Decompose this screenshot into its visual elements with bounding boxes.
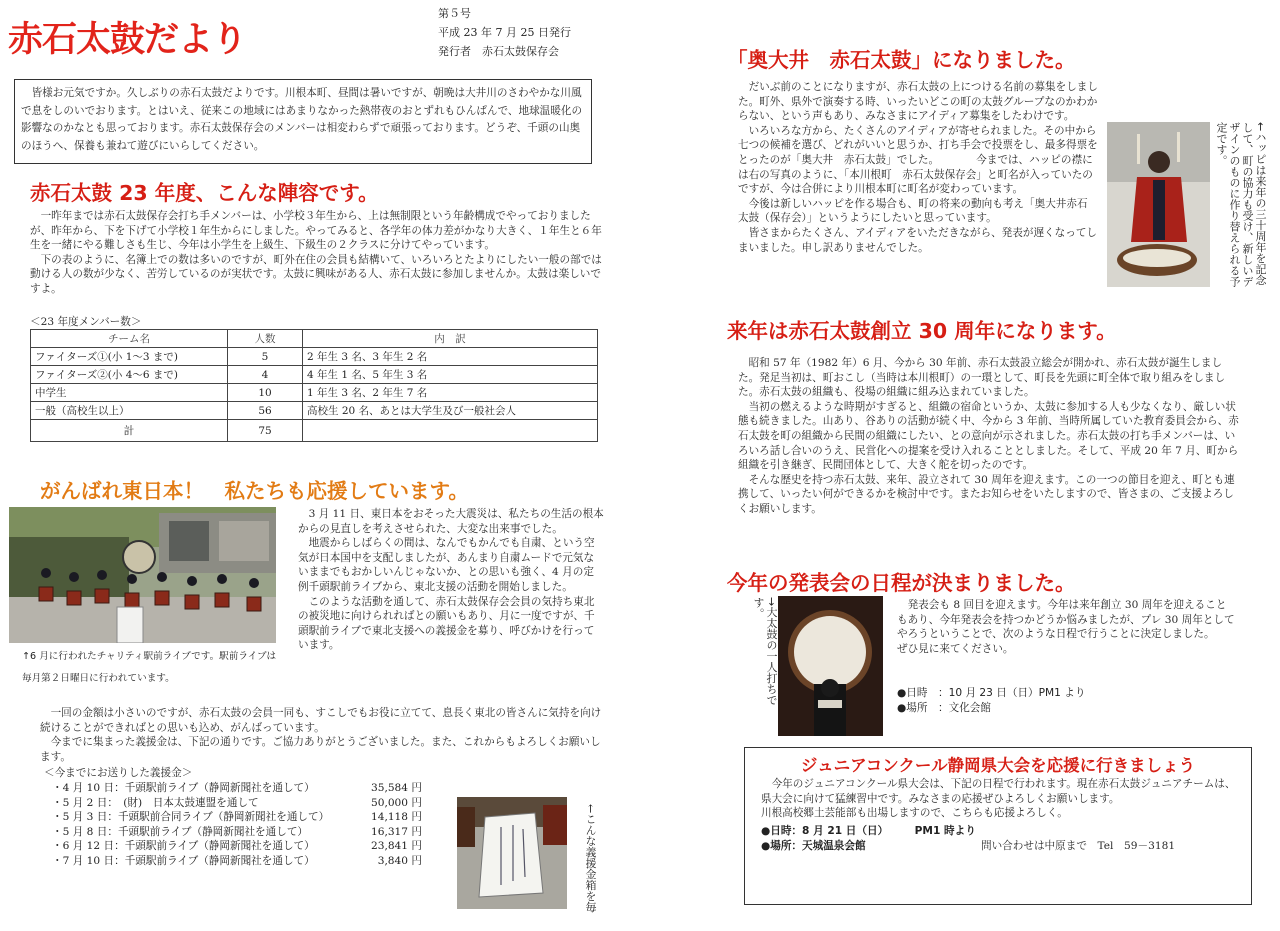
members-heading: 赤石太鼓 23 年度、こんな陣容です。 — [30, 181, 379, 205]
junior-body: 今年のジュニアコンクール県大会は、下記の日程で行われます。現在赤石太鼓ジュニアチームは、県大会に向けて猛練習中です。みなさまの応援ぜひよろしくお願いします。 川根高校郷土芸能部も出場しますので、こちらも応援よろしく。 — [761, 778, 1236, 820]
total-count: 75 — [228, 420, 303, 442]
total-label: 計 — [31, 420, 228, 442]
issue-info — [438, 4, 571, 61]
team-cell: ファイターズ①(小 1～3 まで) — [31, 348, 228, 366]
donation-amount: 3,840 円 — [377, 854, 422, 867]
concert-heading: 今年の発表会の日程が決まりました。 — [727, 571, 1076, 595]
support-body: 3 月 11 日、東日本をおそった大震災は、私たちの生活の根本からの見直しを考えさせられた、大変な出来事でした。 地震からしばらくの間は、なんでもかんでも自粛、という空気が日本国中を支配しましたが、あんまり自粛ムードで元気ないままでもおかしいんじゃないか、との思いも強く、4 月の定例千頭駅前ライブから、東北支援の活動を開始しました。 このような活動を通して、赤石太鼓保存会会員の気持ち東北の被災地に向けられればとの願いもあり、月に一度ですが、千頭駅前ライブで東北支援への義援金を募り、呼びかけを行っています。 — [298, 508, 604, 652]
donation-amount: 50,000 円 — [370, 796, 422, 809]
donation-box-caption: ←こんな義援金箱を毎 — [584, 804, 597, 913]
donation-label: ・7 月 10 日：千頭駅前ライブ（静岡新聞社を通して） — [52, 854, 315, 867]
count-cell: 5 — [228, 348, 303, 366]
donation-amount: 16,317 円 — [370, 825, 422, 838]
charity-live-photo-drawing — [9, 507, 276, 643]
team-cell: 一般（高校生以上） — [31, 402, 228, 420]
anniversary-heading: 来年は赤石太鼓創立 30 周年になります。 — [727, 319, 1117, 343]
breakdown-cell: 1 年生 3 名、2 年生 7 名 — [303, 384, 598, 402]
odaiko-photo-drawing — [778, 596, 883, 736]
count-cell: 4 — [228, 366, 303, 384]
donation-amount: 23,841 円 — [370, 840, 422, 853]
concert-body: 発表会も 8 回目を迎えます。今年は来年創立 30 周年を迎えることもあり、今年発表会を持つかどうか悩みましたが、プレ 30 周年としてやろうということで、次のような日程で行うことに決定しました。 ぜひ見に来てください。 — [897, 599, 1235, 655]
issue-date: 平成 23 年 7 月 25 日発行 — [438, 26, 571, 39]
donation-box-drawing — [457, 797, 567, 909]
donation-label: ・5 月 8 日：千頭駅前ライブ（静岡新聞社を通して） — [52, 825, 309, 838]
col-count: 人数 — [228, 330, 303, 348]
members-table-title: ＜23 年度メンバー数＞ — [30, 316, 142, 328]
table-row — [31, 348, 598, 366]
donation-row — [52, 854, 422, 869]
name-body: だいぶ前のことになりますが、赤石太鼓の上につける名前の募集をしました。町外、県外で演奏する時、いったいどこの町の太鼓グループなのかわからない、という声もあり、みなさまにアイディア募集をしたわけです。 いろいろな方から、たくさんのアイディアが寄せられました。その中から七つの候補を選び、どれがいいと思うか、打ち手会で投票をし、最多得票をとったのが「奥大井 赤石太鼓」でした。 今までは、ハッピの襟には右の写真のように、「本川根町 赤石太鼓保存会」と町名が入っていたのですが、今は合併により川根本町に町名が変わっています。 今後は新しいハッピを作る場合も、町の将来の動向も考え「奥大井赤石太鼓（保存会）」というようにしたいと思っています。 皆さまからたくさん、アイディアをいただきながら、発表が遅くなってしまいました。申し訳ありませんでした。 — [738, 81, 1098, 254]
publisher: 発行者 赤石太鼓保存会 — [438, 45, 559, 58]
odaiko-photo — [778, 596, 883, 736]
donations-list — [52, 781, 422, 869]
breakdown-cell: 4 年生 1 名、5 年生 3 名 — [303, 366, 598, 384]
donation-row — [52, 796, 422, 811]
donation-row — [52, 781, 422, 796]
charity-live-photo — [9, 507, 276, 643]
team-cell: ファイターズ②(小 4～6 まで) — [31, 366, 228, 384]
table-row — [31, 384, 598, 402]
junior-box — [744, 747, 1252, 905]
name-heading: 「奥大井 赤石太鼓」になりました。 — [727, 48, 1076, 72]
donations-title: ＜今までにお送りした義援金＞ — [44, 767, 193, 779]
happi-photo-drawing — [1107, 122, 1210, 287]
members-table-header — [31, 330, 598, 348]
support-heading: がんばれ東日本！ 私たちも応援しています。 — [40, 479, 469, 503]
concert-photo-caption: →大太鼓の一人打ちです。 — [752, 597, 778, 706]
donation-amount: 14,118 円 — [370, 811, 422, 824]
junior-contact: 問い合わせは中原まで Tel 59－3181 — [981, 840, 1176, 852]
table-row-total — [31, 420, 598, 442]
col-breakdown: 内 訳 — [303, 330, 598, 348]
count-cell: 56 — [228, 402, 303, 420]
donation-label: ・5 月 3 日：千頭駅前合同ライブ（静岡新聞社を通して） — [52, 811, 330, 824]
intro-text: 皆様お元気ですか。久しぶりの赤石太鼓だよりです。川根本町、昼間は暑いですが、朝晩は大井川のさわやかな川風で息をしのいでおります。とはいえ、従来この地域にはあまりなかった熱帯夜のおとずれもひんぱんで、地球温暖化の影響なのかなとも思っております。赤石太鼓保存会のメンバーは相変わらずで頑張っております。どうぞ、千頭の山奥のほうへ、保養も兼ねて遊びにいらしてください。 — [21, 87, 583, 152]
junior-date: ●日時：8 月 21 日（日） PM1 時より — [761, 825, 976, 837]
col-team: チーム名 — [31, 330, 228, 348]
happi-caption: ←ハッピは来年の三十周年を記念して、町の協力も受け、新しいデザインのものに作り替えられる予定です。 — [1215, 122, 1267, 287]
count-cell: 10 — [228, 384, 303, 402]
newsletter-title: 赤石太鼓だより — [8, 20, 247, 60]
charity-live-caption: ↑6 月に行われたチャリティ駅前ライブです。駅前ライブは毎月第２日曜日に行われています。 — [22, 651, 277, 684]
issue-number: 第５号 — [438, 7, 471, 20]
donation-label: ・6 月 12 日：千頭駅前ライブ（静岡新聞社を通して） — [52, 840, 315, 853]
donation-row — [52, 825, 422, 840]
donation-label: ・5 月 2 日： (財) 日本太鼓連盟を通して — [52, 796, 259, 809]
members-body: 一昨年までは赤石太鼓保存会打ち手メンバーは、小学校３年生から、上は無制限という年齢構成でやっておりましたが、昨年から、下を下げて小学校１年生からにしました。やってみると、各学年の体力差がかなり大きく、１年生と６年生を一緒にやる難しさも生じ、今年は小学生を上級生、下級生の２クラスに分けてやっています。 下の表のように、名簿上での数は多いのですが、町外在住の会員も結構いて、いろいろとたよりにしたい一般の部では動ける人の数が少なく、苦労しているのが実状です。太鼓に興味がある人、赤石太鼓に参加しませんか。太鼓は楽しいですよ。 — [30, 210, 602, 295]
table-row — [31, 402, 598, 420]
junior-place: ●場所：天城温泉会館 — [761, 840, 866, 852]
concert-place: ●場所 ：文化会館 — [897, 702, 991, 714]
donation-row — [52, 839, 422, 854]
donation-amount: 35,584 円 — [370, 782, 422, 794]
team-cell: 中学生 — [31, 384, 228, 402]
members-table — [30, 329, 598, 442]
anniversary-body: 昭和 57 年（1982 年）6 月、今から 30 年前、赤石太鼓設立総会が開かれ、赤石太鼓が誕生しました。発足当初は、町おこし（当時は本川根町）の一環として、町長を先頭に町全体で取り組みをしました。赤石太鼓の組織も、役場の組織に組み込まれていました。 当初の燃えるような時期がすぎると、組織の宿命というか、太鼓に参加する人も少なくなり、厳しい状態も続きました。山あり、谷ありの活動が続く中、今から 3 年前、当時所属していた教育委員会から、赤石太鼓を町の組織から民間の組織にしたい、との意向が示されました。赤石太鼓の打ち手メンバーは、いろいろ話し合いのうえ、民営化への提案を受け入れることとしました。そして、平成 20 年 7 月、町から組織を引き継ぎ、民間団体として、大きく舵を切ったのです。 そんな歴史を持つ赤石太鼓、来年、設立されて 30 周年を迎えます。この一つの節目を迎え、町とも連携して、いったい何ができるかを検討中です。またお知らせをいたしますので、皆さまの、ご支援よろしくお願いします。 — [738, 357, 1239, 515]
breakdown-cell: 2 年生 3 名、3 年生 2 名 — [303, 348, 598, 366]
concert-date: ●日時 ：10 月 23 日（日）PM1 より — [897, 687, 1086, 699]
intro-box — [14, 79, 592, 164]
donation-box-photo — [457, 797, 567, 909]
happi-photo — [1107, 122, 1210, 287]
donation-label: ・4 月 10 日：千頭駅前ライブ（静岡新聞社を通して） — [52, 782, 315, 794]
table-row — [31, 366, 598, 384]
breakdown-cell: 高校生 20 名、あとは大学生及び一般社会人 — [303, 402, 598, 420]
junior-heading: ジュニアコンクール静岡県大会を応援に行きましょう — [800, 756, 1196, 775]
donation-row — [52, 810, 422, 825]
support-body-2: 一回の金額は小さいのですが、赤石太鼓の会員一同も、すこしでもお役に立てて、息長く東北の皆さんに気持を向け続けることができればとの思いも込め、がんばっています。 今までに集まった義援金は、下記の通りです。ご協力ありがとうございました。また、これからもよろしくお願いします。 — [40, 707, 602, 763]
total-breakdown — [303, 420, 598, 442]
